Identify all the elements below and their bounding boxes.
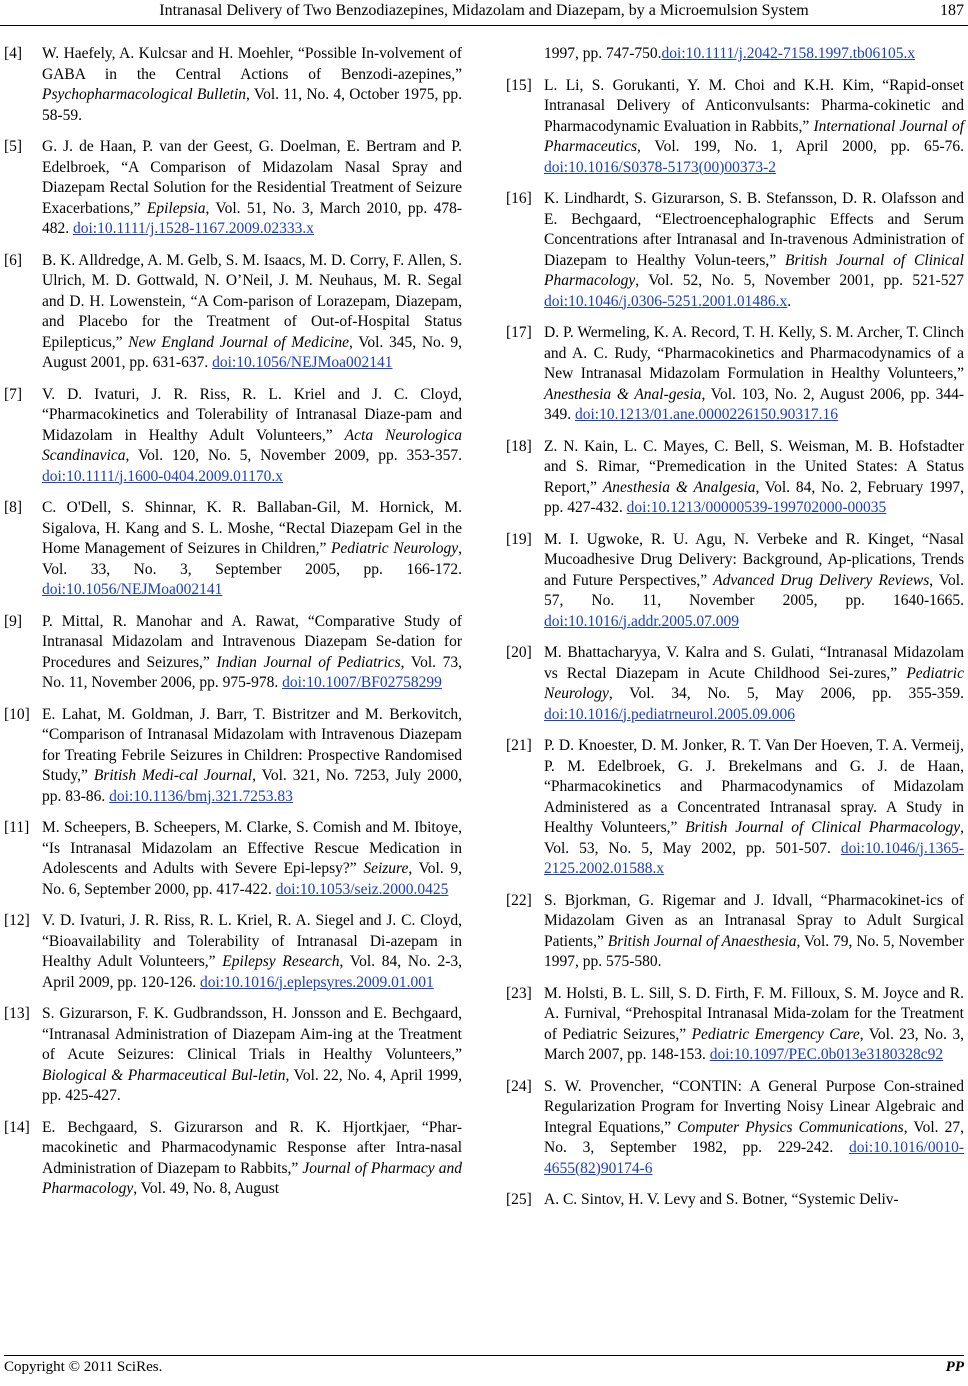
journal-title: International Journal of Pharmaceutics <box>544 117 965 155</box>
reference-text: D. P. Wermeling, K. A. Record, T. H. Kelly, S. M. Archer, T. Clinch and A. C. Rudy, “Pharmacokinetics and Pharmacodynamics of a New Intranasal Midazolam Formulation in Healthy Volunteers,” <box>544 324 964 382</box>
doi-link[interactable]: doi:10.1056/NEJMoa002141 <box>42 581 223 598</box>
journal-title: Seizure <box>363 860 409 877</box>
doi-link[interactable]: doi:10.1111/j.2042-7158.1997.tb06105.x <box>661 45 916 62</box>
reference-number: [6] <box>4 251 23 269</box>
running-title: Intranasal Delivery of Two Benzodiazepines, Midazolam and Diazepam, by a Microemulsion System <box>159 2 809 19</box>
reference-body <box>544 1077 964 1180</box>
reference-text: S. Gizurarson, F. K. Gudbrandsson, H. Jonsson and E. Bechgaard, “Intranasal Administration of Diazepam Aim-ing at the Treatment of Acute Seizures: Clinical Trials in Healthy Volunteers,” <box>42 1005 462 1063</box>
journal-title: Indian Journal of Pediatrics <box>216 653 401 671</box>
reference-item <box>506 437 964 519</box>
reference-number: [24] <box>506 1077 532 1095</box>
doi-link[interactable]: doi:10.1007/BF02758299 <box>282 674 442 691</box>
reference-text: , Vol. 51, No. 3, March 2010, pp. 478-482. <box>42 199 462 237</box>
reference-number: [18] <box>506 437 532 455</box>
reference-number: [21] <box>506 737 532 754</box>
reference-text: , Vol. 321, No. 7253, July 2000, pp. 83-86. <box>42 767 462 805</box>
reference-body <box>544 530 964 633</box>
journal-title: Acta Neurologica Scandinavica <box>42 426 462 464</box>
reference-text: , Vol. 22, No. 4, April 1999, pp. 425-427. <box>42 1066 462 1104</box>
doi-link[interactable]: doi:10.1111/j.1600-0404.2009.01170.x <box>42 467 283 485</box>
reference-number: [5] <box>4 138 23 155</box>
reference-item <box>4 44 462 126</box>
reference-number: [8] <box>4 499 23 516</box>
reference-body <box>42 1118 462 1200</box>
reference-text: M. Scheepers, B. Scheepers, M. Clarke, S. Comish and M. Ibitoye, “Is Intranasal Midazolam an Effective Rescue Medication in Adolescents and Adults with Severe Epi-lepsy?” <box>42 819 462 877</box>
reference-number: [16] <box>506 190 532 207</box>
journal-title: Pediatric Emergency Care <box>691 1025 860 1043</box>
reference-item <box>4 1118 462 1200</box>
reference-text: , Vol. 79, No. 5, November 1997, pp. 575-580. <box>544 932 964 970</box>
reference-text: , Vol. 84, No. 2-3, April 2009, pp. 120-126. <box>42 953 462 991</box>
journal-title: Journal of Pharmacy and Pharmacology <box>42 1159 462 1197</box>
reference-number: [9] <box>4 612 23 630</box>
reference-text: S. W. Provencher, “CONTIN: A General Purpose Con-strained Regularization Program for Inverting Noisy Linear Algebraic and Integral Equations,” <box>544 1077 964 1136</box>
reference-text: M. I. Ugwoke, R. U. Agu, N. Verbeke and R. Kinget, “Nasal Mucoadhesive Drug Delivery: Background, Ap-plications, Trends and Future Perspectives,” <box>544 530 964 589</box>
page-header <box>0 0 968 26</box>
reference-item <box>506 891 964 973</box>
reference-text: , Vol. 199, No. 1, April 2000, pp. 65-76. <box>636 138 964 155</box>
reference-body <box>42 705 462 808</box>
journal-title: New England Journal of Medicine <box>128 333 349 351</box>
references-right-column <box>506 44 964 1222</box>
journal-title: Psychopharmacological Bulletin <box>42 86 247 103</box>
reference-text: V. D. Ivaturi, J. R. Riss, R. L. Kriel, R. A. Siegel and J. C. Cloyd, “Bioavailability and Tolerability of Intranasal Di-azepam in Healthy Adult Volunteers,” <box>42 912 462 970</box>
reference-text: C. O'Dell, S. Shinnar, K. R. Ballaban-Gil, M. Hornick, M. Sigalova, H. Kang and S. L. Moshe, “Rectal Diazepam Gel in the Home Management of Seizures in Children,” <box>42 499 462 557</box>
reference-text: A. C. Sintov, H. V. Levy and S. Botner, “Systemic Deliv- <box>544 1191 899 1208</box>
doi-link[interactable]: doi:10.1016/0010-4655(82)90174-6 <box>544 1139 964 1177</box>
reference-text: M. Bhattacharyya, V. Kalra and S. Gulati, “Intranasal Midazolam vs Rectal Diazepam in Acute Childhood Sei-zures,” <box>544 644 964 682</box>
reference-body <box>42 818 462 900</box>
reference-item <box>4 385 462 488</box>
reference-text: , Vol. 33, No. 3, September 2005, pp. 166-172. <box>42 540 462 578</box>
reference-body <box>544 643 964 725</box>
reference-body <box>42 44 462 126</box>
journal-title: British Medi-cal Journal <box>93 767 253 784</box>
reference-body <box>42 385 462 488</box>
reference-item <box>506 984 964 1066</box>
reference-body <box>544 736 964 880</box>
reference-text: Z. N. Kain, L. C. Mayes, C. Bell, S. Weisman, M. B. Hofstadter and S. Rimar, “Premedication in the United States: A Status Report,” <box>544 437 964 496</box>
reference-text: L. Li, S. Gorukanti, Y. M. Choi and K.H. Kim, “Rapid-onset Intranasal Delivery of Anticonvulsants: Pharma-cokinetic and Pharmacodynamic Evaluation in Rabbits,” <box>544 76 964 135</box>
reference-item <box>4 498 462 601</box>
reference-number: [11] <box>4 819 30 836</box>
reference-text: , Vol. 84, No. 2, February 1997, pp. 427-432. <box>544 478 964 516</box>
journal-title: Computer Physics Communications <box>677 1118 904 1136</box>
reference-text: M. Holsti, B. L. Sill, S. D. Firth, F. M. Filloux, S. M. Joyce and R. A. Furnival, “Prehospital Intranasal Mida-zolam for the Treatment of Pediatric Seizures,” <box>544 984 964 1043</box>
reference-number: [13] <box>4 1005 30 1022</box>
journal-title: Epilepsy Research <box>222 953 340 970</box>
reference-text: . <box>787 292 792 310</box>
reference-text: S. Bjorkman, G. Rigemar and J. Idvall, “Pharmacokinet-ics of Midazolam Given as an Intranasal Spray to Adult Surgical Patients,” <box>544 891 964 950</box>
reference-item <box>506 323 964 426</box>
reference-text: , Vol. 27, No. 3, September 1982, pp. 229-242. <box>544 1118 964 1156</box>
reference-body <box>42 137 462 240</box>
reference-number: [23] <box>506 984 532 1002</box>
reference-item <box>506 530 964 633</box>
reference-text: V. D. Ivaturi, J. R. Riss, R. L. Kriel and J. C. Cloyd, “Pharmacokinetics and Tolerability of Intranasal Diaze-pam and Midazolam in Healthy Adult Volunteers,” <box>42 385 462 444</box>
reference-body <box>544 1190 964 1211</box>
reference-item <box>4 251 462 374</box>
journal-title: British Journal of Clinical Pharmacology <box>685 819 961 836</box>
reference-text: , Vol. 23, No. 3, March 2007, pp. 148-153. <box>544 1025 964 1063</box>
journal-title: Anesthesia & Anal-gesia <box>544 385 702 403</box>
reference-item <box>506 76 964 179</box>
reference-body <box>544 189 964 312</box>
reference-text: , Vol. 53, No. 5, May 2002, pp. 501-507. <box>544 819 964 857</box>
reference-text: P. Mittal, R. Manohar and A. Rawat, “Comparative Study of Intranasal Midazolam and Intravenous Diazepam Se-dation for Procedures and Seizures,” <box>42 612 462 671</box>
reference-number: [4] <box>4 45 23 62</box>
reference-body <box>544 984 964 1066</box>
journal-title: British Journal of Clinical Pharmacology <box>544 251 964 289</box>
reference-item <box>4 705 462 808</box>
reference-item <box>4 818 462 900</box>
doi-link[interactable]: doi:10.1016/j.eplepsyres.2009.01.001 <box>200 973 434 991</box>
reference-number: [10] <box>4 705 30 723</box>
reference-text: , Vol. 9, No. 6, September 2000, pp. 417-422. <box>42 860 462 898</box>
reference-text: , Vol. 49, No. 8, August <box>133 1180 280 1197</box>
journal-title: Anesthesia & Analgesia <box>602 478 756 496</box>
doi-link[interactable]: doi:10.1097/PEC.0b013e3180328c92 <box>709 1046 944 1063</box>
doi-link[interactable]: doi:10.1016/j.addr.2005.07.009 <box>544 612 740 630</box>
reference-body <box>544 437 964 519</box>
reference-text: P. D. Knoester, D. M. Jonker, R. T. Van Der Hoeven, T. A. Vermeij, P. M. Edelbroek, G. J. Brekelmans and G. J. de Haan, “Pharmacokinetics and Pharmacodynamics of Midazolam Administered as a Concentrated Intranasal spray. A Study in Healthy Volunteers,” <box>544 737 964 836</box>
journal-title: Biological & Pharmaceutical Bul-letin <box>42 1066 286 1084</box>
reference-text: E. Bechgaard, S. Gizurarson and R. K. Hjortkjaer, “Phar-macokinetic and Pharmacodynamic Response after Intra-nasal Administration of Diazepam to Rabbits,” <box>42 1118 462 1177</box>
reference-item <box>506 1190 964 1211</box>
journal-title: Pediatric Neurology <box>544 664 964 702</box>
reference-text: W. Haefely, A. Kulcsar and H. Moehler, “Possible In-volvement of GABA in the Central Actions of Benzodi-azepines,” <box>42 45 462 83</box>
reference-text: E. Lahat, M. Goldman, J. Barr, T. Bistritzer and M. Berkovitch, “Comparison of Intranasal Midazolam with Intravenous Diazepam for Treating Febrile Seizures in Children: Prospective Randomised Study,” <box>42 705 462 784</box>
reference-item <box>506 736 964 880</box>
doi-link[interactable]: doi:10.1136/bmj.321.7253.83 <box>109 787 293 805</box>
reference-body <box>42 251 462 374</box>
reference-text: , Vol. 120, No. 5, November 2009, pp. 353-357. <box>125 447 462 464</box>
reference-number: [12] <box>4 912 30 929</box>
copyright-notice: Copyright © 2011 SciRes. <box>4 1359 163 1375</box>
doi-link[interactable]: doi:10.1053/seiz.2000.0425 <box>275 880 449 898</box>
reference-text: , Vol. 73, No. 11, November 2006, pp. 975-978. <box>42 653 462 691</box>
doi-link[interactable]: doi:10.1046/j.1365-2125.2002.01588.x <box>544 839 964 877</box>
doi-link[interactable]: doi:10.1111/j.1528-1167.2009.02333.x <box>73 220 314 237</box>
reference-number: [14] <box>4 1118 30 1136</box>
reference-number: [15] <box>506 76 532 94</box>
reference-body <box>42 911 462 993</box>
doi-link[interactable]: doi:10.1046/j.0306-5251.2001.01486.x <box>544 292 788 310</box>
reference-number: [22] <box>506 891 532 909</box>
reference-body <box>42 612 462 694</box>
doi-link[interactable]: doi:10.1213/00000539-199702000-00035 <box>626 499 887 516</box>
reference-item <box>506 643 964 725</box>
reference-body <box>42 1004 462 1107</box>
reference-continuation <box>506 44 964 65</box>
reference-item <box>4 137 462 240</box>
journal-title: Epilepsia <box>146 199 206 217</box>
reference-body <box>42 498 462 601</box>
reference-number: [7] <box>4 385 23 403</box>
reference-text: 1997, pp. 747-750. <box>544 45 662 62</box>
reference-text: G. J. de Haan, P. van der Geest, G. Doelman, E. Bertram and P. Edelbroek, “A Comparison of Midazolam Nasal Spray and Diazepam Rectal Solution for the Residential Treatment of Seizure Exacerbations,” <box>42 138 462 217</box>
page-footer <box>4 1355 964 1378</box>
reference-body <box>544 76 964 179</box>
reference-text: , Vol. 345, No. 9, August 2001, pp. 631-637. <box>42 333 462 371</box>
reference-number: [17] <box>506 324 532 341</box>
journal-title: Advanced Drug Delivery Reviews <box>713 571 930 589</box>
reference-item <box>506 189 964 312</box>
reference-item <box>506 1077 964 1180</box>
doi-link[interactable]: doi:10.1016/j.pediatrneurol.2005.09.006 <box>544 705 795 723</box>
reference-text: , Vol. 11, No. 4, October 1975, pp. 58-59. <box>42 86 462 124</box>
page-number: 187 <box>940 2 964 19</box>
reference-text: , Vol. 34, No. 5, May 2006, pp. 355-359. <box>608 685 964 702</box>
reference-item <box>4 911 462 993</box>
doi-link[interactable]: doi:10.1213/01.ane.0000226150.90317.16 <box>575 406 839 423</box>
reference-number: [20] <box>506 644 532 661</box>
doi-link[interactable]: doi:10.1016/S0378-5173(00)00373-2 <box>544 158 777 176</box>
journal-abbrev: PP <box>945 1359 964 1375</box>
reference-text: K. Lindhardt, S. Gizurarson, S. B. Stefansson, D. R. Olafsson and E. Bechgaard, “Electroencephalographic Effects and Serum Concentrations after Intranasal and In-travenous Administration of Diazepam to Healthy Volun-teers,” <box>544 190 964 269</box>
references-left-column <box>4 44 462 1211</box>
doi-link[interactable]: doi:10.1056/NEJMoa002141 <box>212 354 393 371</box>
reference-text: , Vol. 57, No. 11, November 2005, pp. 1640-1665. <box>544 571 964 609</box>
reference-text: , Vol. 52, No. 5, November 2001, pp. 521-527 <box>635 272 964 289</box>
reference-body <box>544 323 964 426</box>
journal-title: British Journal of Anaesthesia <box>607 932 797 950</box>
reference-text: B. K. Alldredge, A. M. Gelb, S. M. Isaacs, M. D. Corry, F. Allen, S. Ulrich, M. D. Gottwald, N. O’Neil, J. M. Neuhaus, M. R. Segal and D. H. Lowenstein, “A Com-parison of Lorazepam, Diazepam, and Placebo for the Treatment of Out-of-Hospital Status Epilepticus,” <box>42 251 462 351</box>
reference-number: [19] <box>506 530 532 548</box>
reference-item <box>4 1004 462 1107</box>
reference-text: , Vol. 103, No. 2, August 2006, pp. 344-349. <box>544 385 964 423</box>
reference-item <box>4 612 462 694</box>
reference-number: [25] <box>506 1191 532 1208</box>
reference-body <box>544 891 964 973</box>
journal-title: Pediatric Neurology <box>330 540 459 557</box>
